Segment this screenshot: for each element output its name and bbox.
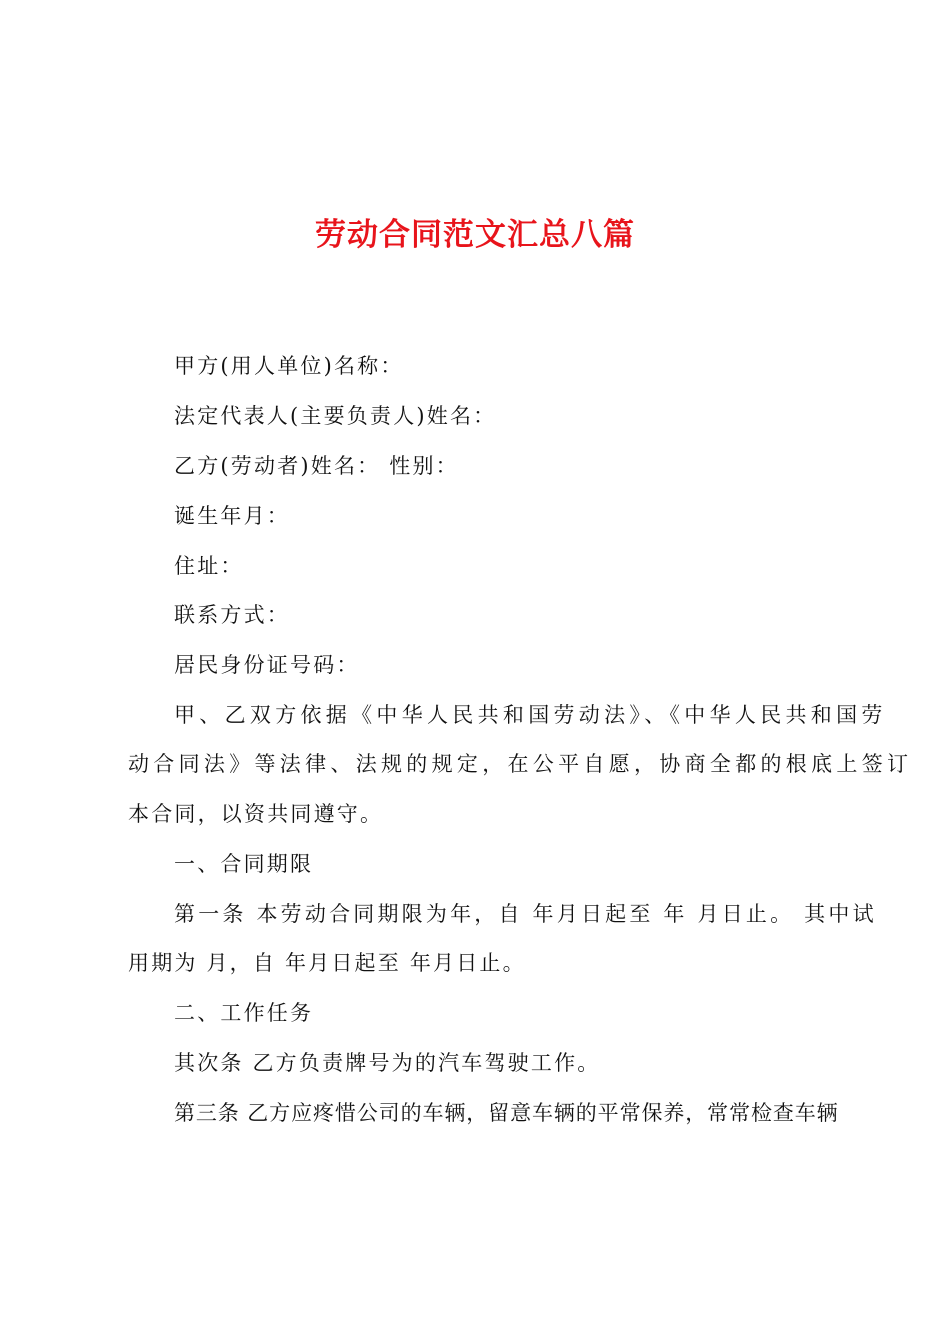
party-a-name-line: 甲方(用人单位)名称：	[174, 354, 404, 378]
birth-date-line: 诞生年月：	[174, 504, 290, 528]
article-2-line: 其次条 乙方负责牌号为的汽车驾驶工作。	[174, 1051, 601, 1075]
address-line: 住址：	[174, 554, 244, 578]
contact-line: 联系方式：	[174, 603, 290, 627]
party-b-name-line: 乙方(劳动者)姓名： 性别：	[174, 454, 459, 478]
section-heading-tasks: 二、工作任务	[174, 1001, 314, 1025]
article-1-line-2: 用期为 月，自 年月日起至 年月日止。	[128, 951, 526, 975]
article-1-line-1: 第一条 本劳动合同期限为年，自 年月日起至 年 月日止。 其中试	[174, 902, 877, 926]
document-title: 劳动合同范文汇总八篇	[315, 217, 635, 253]
preamble-line-3: 本合同，以资共同遵守。	[128, 802, 384, 826]
preamble-line-1: 甲、乙双方依据《中华人民共和国劳动法》、《中华人民共和国劳	[174, 703, 887, 727]
id-number-line: 居民身份证号码：	[174, 653, 360, 677]
section-heading-term: 一、合同期限	[174, 852, 314, 876]
legal-representative-line: 法定代表人(主要负责人)姓名：	[174, 404, 497, 428]
article-3-line: 第三条 乙方应疼惜公司的车辆，留意车辆的平常保养，常常检查车辆	[174, 1101, 839, 1125]
preamble-line-2: 动合同法》等法律、法规的规定，在公平自愿，协商全都的根底上签订	[128, 752, 913, 776]
